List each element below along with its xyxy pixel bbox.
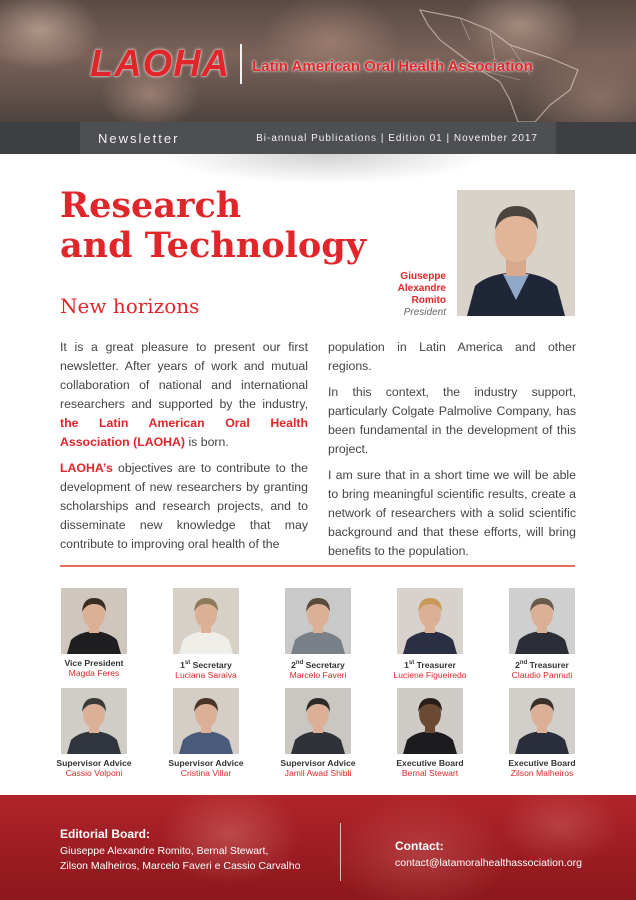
- member-role-ordinal: st: [184, 660, 191, 666]
- member-name: Cassio Volponi: [65, 768, 123, 778]
- logo-divider: [240, 44, 242, 84]
- board-member: [44, 588, 144, 678]
- member-photo: [509, 688, 575, 754]
- member-name: Cristina Villar: [180, 768, 232, 778]
- president-caption: [360, 271, 446, 319]
- member-photo: [285, 688, 351, 754]
- portrait-icon: [285, 688, 351, 754]
- member-name: Magda Feres: [68, 668, 120, 678]
- member-role-number: 1: [180, 659, 185, 670]
- member-name: Luciana Saraiva: [175, 669, 237, 680]
- president-photo: [457, 190, 575, 316]
- member-role-ordinal: nd: [519, 660, 528, 666]
- newsletter-bar: [80, 122, 556, 154]
- member-photo: [61, 688, 127, 754]
- member-name: Claudio Pannuti: [511, 669, 573, 680]
- left-column: [60, 338, 308, 561]
- president-name-2: Alexandre: [397, 283, 446, 294]
- member-photo: [173, 588, 239, 654]
- board-member: [492, 688, 592, 778]
- member-photo: [285, 588, 351, 654]
- right-paragraph-3: I am sure that in a short time we will be able to bring meaningful scientific results, create a network of researchers with a solid scientific background and that these efforts, will bring benefits to the population.: [328, 468, 576, 558]
- president-name-3: Romito: [411, 295, 446, 306]
- member-role-text: Executive Board: [508, 758, 576, 768]
- member-role: [268, 658, 368, 670]
- member-role-text: Secretary: [305, 659, 345, 670]
- portrait-icon: [61, 588, 127, 654]
- member-role: [44, 758, 144, 768]
- board-member: [380, 688, 480, 778]
- board-member: [268, 688, 368, 778]
- president-role: President: [403, 307, 446, 318]
- portrait-icon: [173, 688, 239, 754]
- left-p1-text: It is a great pleasure to present our first newsletter. After years of work and mutual collaboration of national and international researchers and supported by the industry,: [60, 340, 308, 411]
- editorial-line-2: Zilson Malheiros, Marcelo Faveri e Cassio Carvalho: [60, 860, 301, 872]
- newsletter-label: Newsletter: [98, 130, 180, 146]
- portrait-icon: [173, 588, 239, 654]
- member-role-text: Treasurer: [529, 659, 569, 670]
- editorial-line-1: Giuseppe Alexandre Romito, Bernal Stewart,: [60, 845, 269, 857]
- right-paragraph-1: population in Latin America and other regions.: [328, 340, 576, 373]
- member-role: [156, 658, 256, 670]
- member-role-ordinal: nd: [295, 660, 304, 666]
- contact-block: [395, 839, 582, 871]
- member-role: [44, 658, 144, 668]
- portrait-icon: [61, 688, 127, 754]
- member-role: [380, 758, 480, 768]
- logo: [90, 42, 533, 86]
- member-name: Jamil Awad Shibli: [284, 768, 352, 778]
- org-name: Latin American Oral Health Association: [252, 57, 533, 75]
- left-p2-highlight: LAOHA’s: [60, 461, 113, 475]
- editorial-heading: Editorial Board:: [60, 827, 151, 841]
- member-role-text: Executive Board: [396, 758, 464, 768]
- member-role: [492, 758, 592, 768]
- left-paragraph-2: [60, 459, 308, 554]
- member-name: Bernal Stewart: [401, 768, 459, 778]
- member-name: Zilson Malheiros: [510, 768, 574, 778]
- member-role: [156, 758, 256, 768]
- contact-heading: Contact:: [395, 839, 444, 853]
- member-role-text: Vice President: [64, 658, 124, 668]
- portrait-icon: [509, 588, 575, 654]
- member-role: [492, 658, 592, 670]
- member-role-text: Supervisor Advice: [56, 758, 132, 768]
- board-member: [492, 588, 592, 680]
- member-role-number: 2: [291, 659, 296, 670]
- board-member: [268, 588, 368, 680]
- board-member: [156, 588, 256, 680]
- right-column: [328, 338, 576, 568]
- portrait-icon: [397, 588, 463, 654]
- member-role-text: Treasurer: [416, 659, 456, 670]
- portrait-icon: [285, 588, 351, 654]
- member-photo: [509, 588, 575, 654]
- article-subtitle: New horizons: [60, 294, 200, 318]
- right-paragraph-2: In this context, the industry support, particularly Colgate Palmolive Company, has been fundamental in the development of this project.: [328, 385, 576, 456]
- header-banner: [0, 0, 636, 122]
- board-member: [44, 688, 144, 778]
- title-line-1: Research: [60, 185, 242, 226]
- editorial-board: [60, 827, 320, 874]
- member-photo: [61, 588, 127, 654]
- bar-shadow: [160, 154, 490, 184]
- section-divider: [60, 565, 575, 567]
- member-name: Luciene Figueiredo: [393, 669, 467, 680]
- member-role-text: Secretary: [192, 659, 232, 670]
- footer-divider: [340, 823, 341, 881]
- contact-email[interactable]: contact@latamoralhealthassociation.org: [395, 857, 582, 869]
- footer: [0, 795, 636, 900]
- board-member: [380, 588, 480, 680]
- left-p1-end: is born.: [185, 435, 229, 449]
- president-portrait-icon: [457, 190, 575, 316]
- logo-text: LAOHA: [90, 42, 231, 85]
- member-role: [268, 758, 368, 768]
- board-member: [156, 688, 256, 778]
- article-title: [60, 186, 390, 266]
- member-photo: [173, 688, 239, 754]
- portrait-icon: [509, 688, 575, 754]
- member-photo: [397, 688, 463, 754]
- title-line-2: and Technology: [60, 225, 367, 266]
- member-role: [380, 658, 480, 670]
- publication-info: Bi-annual Publications | Edition 01 | November 2017: [256, 132, 538, 144]
- newsbar-right-end: [556, 122, 636, 154]
- member-role-number: 1: [404, 659, 409, 670]
- left-p2-text: objectives are to contribute to the development of new researchers by granting scholarships and research projects, and to disseminate new knowledge that may contribute to improving oral health of the: [60, 461, 308, 551]
- newsbar-left-end: [0, 122, 80, 154]
- member-role-text: Supervisor Advice: [168, 758, 244, 768]
- member-photo: [397, 588, 463, 654]
- member-role-ordinal: st: [408, 660, 415, 666]
- left-p1-highlight: the Latin American Oral Health Association (LAOHA): [60, 416, 308, 449]
- member-role-number: 2: [515, 659, 520, 670]
- portrait-icon: [397, 688, 463, 754]
- member-name: Marcelo Faveri: [289, 669, 347, 680]
- left-paragraph-1: [60, 338, 308, 452]
- president-name-1: Giuseppe: [400, 271, 446, 282]
- member-role-text: Supervisor Advice: [280, 758, 356, 768]
